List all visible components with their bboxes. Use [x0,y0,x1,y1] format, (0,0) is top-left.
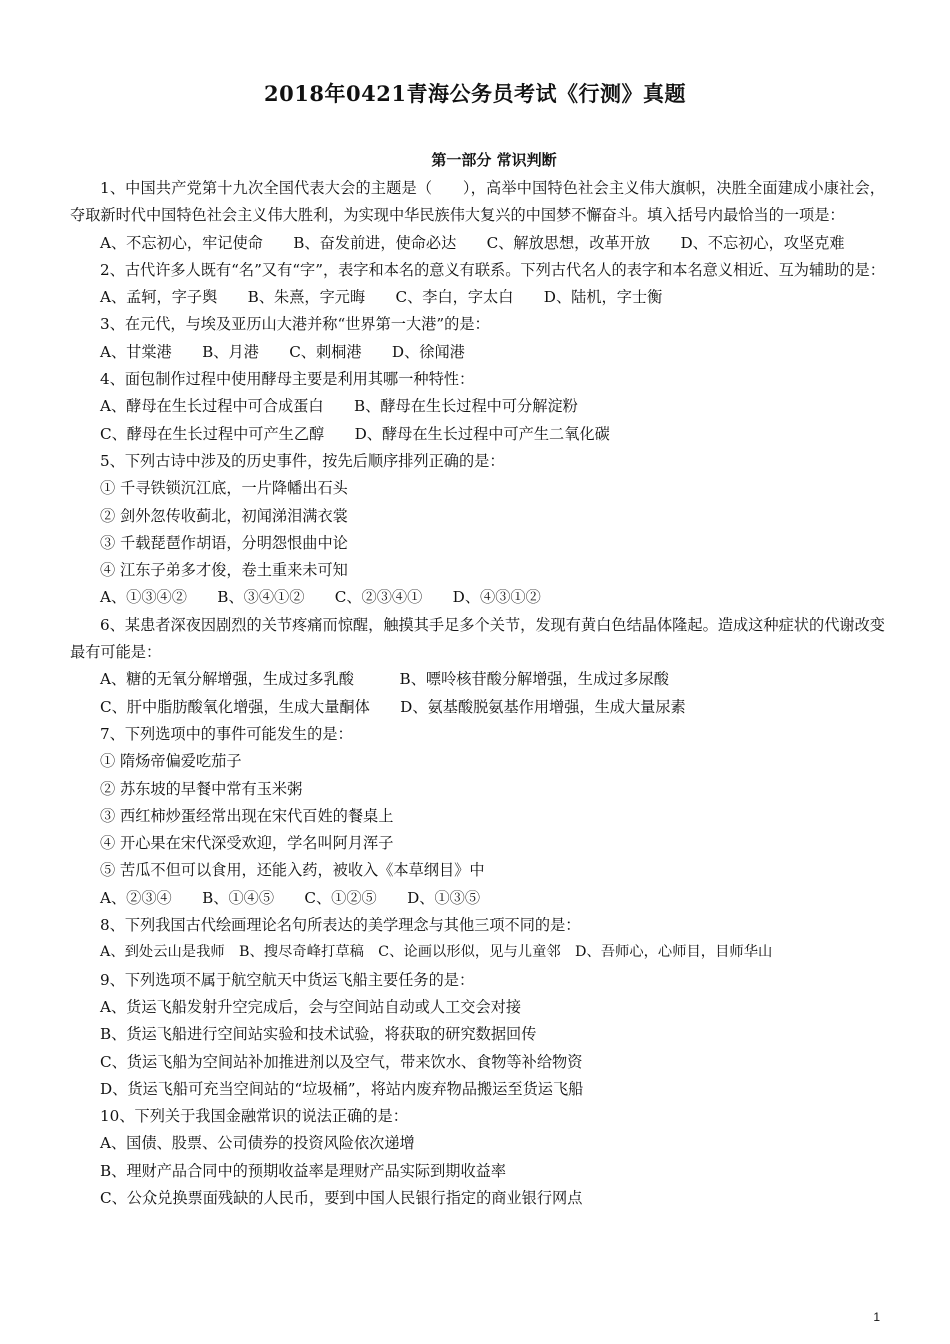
question-3-options: A、甘棠港 B、月港 C、刺桐港 D、徐闻港 [100,342,465,361]
question-7-item-2: ② 苏东坡的早餐中常有玉米粥 [100,779,303,798]
question-10-option-a: A、国债、股票、公司债券的投资风险依次递增 [100,1134,415,1153]
question-2-stem: 2、古代许多人既有“名”又有“字”，表字和本名的意义有联系。下列古代名人的表字和本名意义相近、互为辅助的是： [100,260,885,279]
question-6-stem: 6、某患者深夜因剧烈的关节疼痛而惊醒，触摸其手足多个关节，发现有黄白色结晶体隆起。造成这种症状的代谢改变最有可能是： [70,615,885,662]
question-5-options: A、①③④② B、③④①② C、②③④① D、④③①② [100,588,541,607]
question-4-options-ab: A、酵母在生长过程中可合成蛋白 B、酵母在生长过程中可分解淀粉 [100,397,578,416]
question-7-options: A、②③④ B、①④⑤ C、①②⑤ D、①③⑤ [100,888,481,907]
section-heading: 第一部分 常识判断 [431,151,557,169]
question-4-stem: 4、面包制作过程中使用酵母主要是利用其哪一种特性： [100,370,475,389]
question-9-option-a: A、货运飞船发射升空完成后，会与空间站自动或人工交会对接 [100,997,522,1016]
question-5-stem: 5、下列古诗中涉及的历史事件，按先后顺序排列正确的是： [100,451,505,470]
question-7-item-3: ③ 西红柿炒蛋经常出现在宋代百姓的餐桌上 [100,806,394,825]
question-4-options-cd: C、酵母在生长过程中可产生乙醇 D、酵母在生长过程中可产生二氧化碳 [100,424,610,443]
question-10-option-b: B、理财产品合同中的预期收益率是理财产品实际到期收益率 [100,1161,507,1180]
question-10-option-c: C、公众兑换票面残缺的人民币，要到中国人民银行指定的商业银行网点 [100,1188,583,1207]
question-5-item-1: ① 千寻铁锁沉江底，一片降幡出石头 [100,479,348,498]
question-8-stem: 8、下列我国古代绘画理论名句所表达的美学理念与其他三项不同的是： [100,916,581,935]
question-5-item-2: ② 剑外忽传收蓟北，初闻涕泪满衣裳 [100,506,348,525]
question-8-options: A、到处云山是我师 B、搜尽奇峰打草稿 C、论画以形似，见与儿童邻 D、吾师心，心师目，目师华山 [100,944,773,961]
page-number: 1 [873,1310,880,1324]
question-9-stem: 9、下列选项不属于航空航天中货运飞船主要任务的是： [100,970,475,989]
question-9-option-c: C、货运飞船为空间站补加推进剂以及空气，带来饮水、食物等补给物资 [100,1052,583,1071]
question-5-item-4: ④ 江东子弟多才俊，卷土重来未可知 [100,561,348,580]
question-1-stem: 1、中国共产党第十九次全国代表大会的主题是（ ），高举中国特色社会主义伟大旗帜，决胜全面建成小康社会，夺取新时代中国特色社会主义伟大胜利，为实现中华民族伟大复兴的中国梦不懈奋斗。填入括号内最恰当的一项是： [70,179,885,225]
question-5-item-3: ③ 千载琵琶作胡语，分明怨恨曲中论 [100,533,348,552]
question-body [70,175,885,1212]
document-title: 2018年0421青海公务员考试《行测》真题 [264,81,686,106]
question-9-option-b: B、货运飞船进行空间站实验和技术试验，将获取的研究数据回传 [100,1025,537,1044]
question-9-option-d: D、货运飞船可充当空间站的“垃圾桶”，将站内废弃物品搬运至货运飞船 [100,1079,584,1098]
question-10-stem: 10、下列关于我国金融常识的说法正确的是： [100,1107,408,1126]
question-3-stem: 3、在元代，与埃及亚历山大港并称“世界第一大港”的是： [100,315,490,334]
question-6-options-ab: A、糖的无氧分解增强，生成过多乳酸 B、嘌呤核苷酸分解增强，生成过多尿酸 [100,670,669,689]
question-1-options: A、不忘初心，牢记使命 B、奋发前进，使命必达 C、解放思想，改革开放 D、不忘初心，攻坚克难 [100,233,845,252]
question-7-stem: 7、下列选项中的事件可能发生的是： [100,724,353,743]
question-6-options-cd: C、肝中脂肪酸氧化增强，生成大量酮体 D、氨基酸脱氨基作用增强，生成大量尿素 [100,697,686,716]
question-7-item-4: ④ 开心果在宋代深受欢迎，学名叫阿月浑子 [100,834,394,853]
question-7-item-5: ⑤ 苦瓜不但可以食用，还能入药，被收入《本草纲目》中 [100,861,485,880]
question-7-item-1: ① 隋炀帝偏爱吃茄子 [100,752,242,771]
question-2-options: A、孟轲，字子舆 B、朱熹，字元晦 C、李白，字太白 D、陆机，字士衡 [100,288,663,307]
